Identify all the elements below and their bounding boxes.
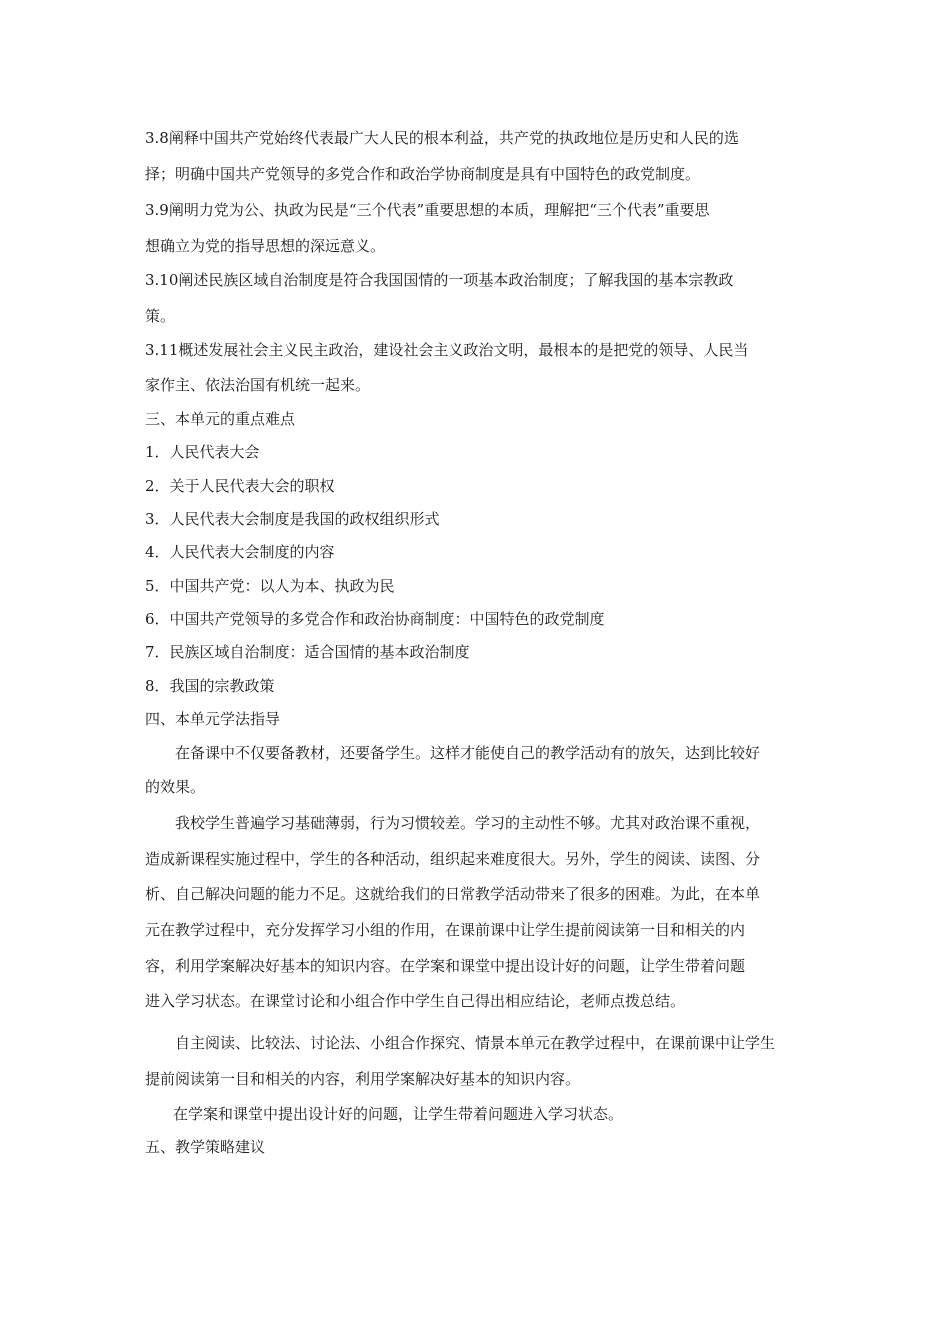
list-item: 2．关于人民代表大会的职权	[145, 477, 335, 495]
list-item: 6．中国共产党领导的多党合作和政治协商制度：中国特色的政党制度	[145, 610, 605, 628]
section-heading: 五、教学策略建议	[145, 1138, 266, 1156]
paragraph-line: 自主阅读、比较法、讨论法、小组合作探究、情景本单元在教学过程中，在课前课中让学生	[175, 1034, 776, 1052]
list-item: 7．民族区域自治制度：适合国情的基本政治制度	[145, 643, 470, 661]
section-heading: 三、本单元的重点难点	[145, 410, 296, 428]
text-line: 3.10阐述民族区域自治制度是符合我国国情的一项基本政治制度；了解我国的基本宗教政	[145, 271, 734, 289]
paragraph-line: 提前阅读第一目和相关的内容，利用学案解决好基本的知识内容。	[145, 1070, 581, 1088]
paragraph-line: 在学案和课堂中提出设计好的问题，让学生带着问题进入学习状态。	[173, 1105, 624, 1123]
text-line: 家作主、依法治国有机统一起来。	[145, 376, 371, 394]
list-item: 8．我国的宗教政策	[145, 677, 275, 695]
paragraph-line: 进入学习状态。在课堂讨论和小组合作中学生自己得出相应结论，老师点拨总结。	[145, 992, 686, 1010]
list-item: 1．人民代表大会	[145, 443, 260, 461]
section-heading: 四、本单元学法指导	[145, 710, 281, 728]
text-line: 3.8阐释中国共产党始终代表最广大人民的根本利益，共产党的执政地位是历史和人民的选	[145, 129, 739, 147]
list-item: 3．人民代表大会制度是我国的政权组织形式	[145, 510, 440, 528]
text-line: 3.11概述发展社会主义民主政治，建设社会主义政治文明，最根本的是把党的领导、人民当	[145, 341, 749, 359]
text-line: 3.9阐明力党为公、执政为民是“三个代表”重要思想的本质，理解把“三个代表”重要思	[145, 201, 710, 219]
text-line: 策。	[145, 307, 176, 325]
list-item: 4．人民代表大会制度的内容	[145, 543, 335, 561]
paragraph-line: 析、自己解决问题的能力不足。这就给我们的日常教学活动带来了很多的困难。为此，在本单	[145, 885, 761, 903]
paragraph-line: 的效果。	[145, 778, 206, 796]
paragraph-line: 我校学生普遍学习基础薄弱，行为习惯较差。学习的主动性不够。尤其对政治课不重视，	[175, 814, 761, 832]
paragraph-line: 元在教学过程中，充分发挥学习小组的作用，在课前课中让学生提前阅读第一目和相关的内	[145, 921, 746, 939]
list-item: 5．中国共产党：以人为本、执政为民	[145, 577, 395, 595]
text-line: 想确立为党的指导思想的深远意义。	[145, 237, 386, 255]
paragraph-line: 在备课中不仅要备教材，还要备学生。这样才能使自己的教学活动有的放矢，达到比较好	[175, 744, 761, 762]
paragraph-line: 造成新课程实施过程中，学生的各种活动，组织起来难度很大。另外，学生的阅读、读图、分	[145, 850, 761, 868]
text-line: 择；明确中国共产党领导的多党合作和政治学协商制度是具有中国特色的政党制度。	[145, 165, 701, 183]
paragraph-line: 容，利用学案解决好基本的知识内容。在学案和课堂中提出设计好的问题，让学生带着问题	[145, 957, 746, 975]
